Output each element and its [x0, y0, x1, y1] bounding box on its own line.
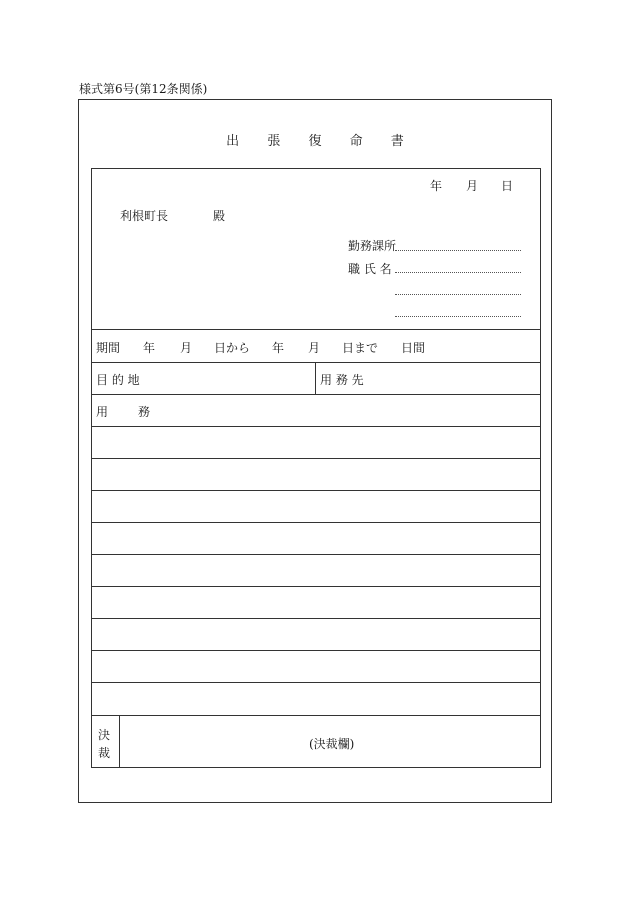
blank-row-line	[91, 682, 541, 683]
addressee-name: 利根町長	[120, 209, 169, 223]
business-place-label: 用 務 先	[320, 373, 364, 387]
blank-row-line	[91, 490, 541, 491]
position-name-field[interactable]	[395, 272, 521, 273]
addressee-honorific: 殿	[213, 209, 226, 223]
blank-row-line	[91, 618, 541, 619]
date-day-label: 日	[501, 179, 514, 193]
blank-row-line	[91, 715, 541, 716]
approval-label-char: 裁	[98, 746, 111, 760]
approval-label-char: 決	[98, 728, 111, 742]
row-divider	[91, 394, 541, 395]
title-char: 命	[349, 134, 363, 149]
date-month-label: 月	[466, 179, 479, 193]
form-table	[91, 168, 541, 768]
form-title	[0, 130, 630, 149]
title-char: 張	[267, 134, 281, 149]
column-divider	[315, 362, 316, 394]
date-year-label: 年	[430, 179, 443, 193]
department-field[interactable]	[395, 250, 521, 251]
destination-label: 目 的 地	[96, 373, 140, 387]
row-divider	[91, 329, 541, 330]
position-name-label: 職 氏 名	[348, 262, 392, 276]
period-end-year: 年	[272, 341, 285, 355]
period-days: 日間	[401, 341, 426, 355]
blank-row-line	[91, 426, 541, 427]
blank-row-line	[91, 586, 541, 587]
period-label: 期間	[96, 341, 121, 355]
business-label-char: 務	[138, 405, 151, 419]
department-label: 勤務課所	[348, 239, 397, 253]
period-end-day: 日まで	[342, 341, 379, 355]
blank-row-line	[91, 458, 541, 459]
blank-row-line	[91, 522, 541, 523]
title-char: 復	[308, 134, 322, 149]
period-end-month: 月	[308, 341, 321, 355]
approval-column-divider	[119, 715, 120, 767]
form-number-header: 様式第6号(第12条関係)	[79, 82, 208, 96]
business-label-char: 用	[96, 405, 109, 419]
approval-field-label: (決裁欄)	[309, 737, 355, 751]
title-char: 出	[226, 134, 240, 149]
blank-row-line	[91, 650, 541, 651]
title-char: 書	[390, 134, 404, 149]
blank-row-line	[91, 554, 541, 555]
name-field-line-2[interactable]	[395, 294, 521, 295]
row-divider	[91, 362, 541, 363]
period-start-day: 日から	[214, 341, 251, 355]
name-field-line-3[interactable]	[395, 316, 521, 317]
period-start-month: 月	[180, 341, 193, 355]
period-start-year: 年	[143, 341, 156, 355]
